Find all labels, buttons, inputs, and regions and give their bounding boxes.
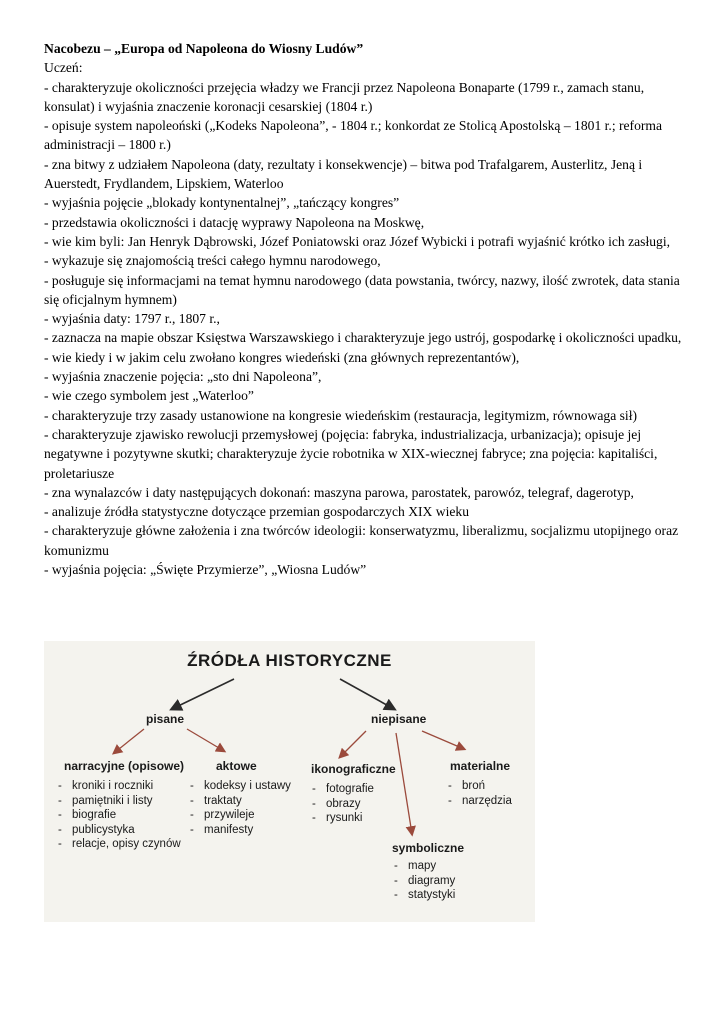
requirement-item: - wyjaśnia pojęcia: „Święte Przymierze”, „Wiosna Ludów” (44, 562, 367, 578)
list-item: - obrazy (312, 797, 374, 812)
diagram-title: ŹRÓDŁA HISTORYCZNE (187, 651, 392, 670)
materialne-list (448, 779, 512, 808)
requirement-item: - posługuje się informacjami na temat hymnu narodowego (data powstania, twórcy, nazwy, ilość zwrotek, data stania się oficjalnym hymnem) (44, 272, 680, 307)
arrow-to-narracyjne (114, 729, 144, 753)
requirement-item: - wie czego symbolem jest „Waterloo” (44, 388, 254, 404)
niepisane-label: niepisane (371, 712, 427, 726)
requirement-item: - przedstawia okoliczności i datację wyprawy Napoleona na Moskwę, (44, 214, 425, 230)
list-item: - narzędzia (448, 794, 512, 809)
requirement-item: - zna bitwy z udziałem Napoleona (daty, rezultaty i konsekwencje) – bitwa pod Trafalgarem, Austerlitz, Jeną i Auerstedt, Frydlandem, Lipskiem, Waterloo (44, 156, 643, 192)
requirement-item: - opisuje system napoleoński („Kodeks Napoleona”, - 1804 r.; konkordat ze Stolicą Apostolską – 1801 r.; reforma administracji – 1800 r.) (44, 118, 663, 153)
arrow-to-aktowe (187, 729, 224, 751)
arrow-to-symboliczne (396, 733, 412, 834)
materialne-heading: materialne (450, 759, 511, 773)
list-item: - diagramy (394, 874, 455, 889)
list-item: - biografie (58, 808, 181, 823)
narracyjne-heading: narracyjne (opisowe) (64, 759, 185, 773)
list-item: - kroniki i roczniki (58, 779, 181, 794)
document-text (44, 39, 694, 579)
aktowe-list (190, 779, 291, 837)
ikonograficzne-list (312, 782, 374, 826)
requirement-item: - charakteryzuje zjawisko rewolucji przemysłowej (pojęcia: fabryka, industrializacja, urbanizacja); opisuje jej negatywne i pozytywne skutki; charakteryzuje życie robotnika w XIX-wiecznej fabryce; zna pojęcia: kapitaliści, proletariusze (44, 426, 658, 481)
pisane-label: pisane (146, 712, 185, 726)
symboliczne-list (394, 859, 455, 903)
requirement-item: - zna wynalazców i daty następujących dokonań: maszyna parowa, parostatek, parowóz, telegraf, dagerotyp, (44, 484, 634, 500)
requirement-item: - analizuje źródła statystyczne dotyczące przemian gospodarczych XIX wieku (44, 504, 469, 520)
requirement-item: - charakteryzuje główne założenia i zna twórców ideologii: konserwatyzmu, liberalizmu, socjalizmu utopijnego oraz komunizmu (44, 523, 679, 558)
symboliczne-heading: symboliczne (392, 841, 465, 855)
requirement-item: - wie kiedy i w jakim celu zwołano kongres wiedeński (zna głównych reprezentantów), (44, 349, 520, 365)
arrow-to-pisane (172, 679, 234, 709)
arrow-to-materialne (422, 731, 464, 749)
list-item: - traktaty (190, 794, 291, 809)
aktowe-heading: aktowe (216, 759, 257, 773)
list-item: - kodeksy i ustawy (190, 779, 291, 794)
requirement-item: - zaznacza na mapie obszar Księstwa Warszawskiego i charakteryzuje jego ustrój, gospodarkę i okoliczności upadku, (44, 330, 682, 346)
narracyjne-list (58, 779, 181, 852)
requirement-item: - charakteryzuje okoliczności przejęcia władzy we Francji przez Napoleona Bonaparte (1799 r., zamach stanu, konsulat) i wyjaśnia znaczenie koronacji cesarskiej (1804 r.) (44, 79, 645, 114)
list-item: - przywileje (190, 808, 291, 823)
requirement-item: - wyjaśnia znaczenie pojęcia: „sto dni Napoleona”, (44, 369, 322, 385)
list-item: - statystyki (394, 888, 455, 903)
arrow-to-niepisane (340, 679, 394, 709)
requirement-item: - charakteryzuje trzy zasady ustanowione na kongresie wiedeńskim (restauracja, legitymizm, równowaga sił) (44, 407, 637, 423)
list-item: - fotografie (312, 782, 374, 797)
requirement-item: - wykazuje się znajomością treści całego hymnu narodowego, (44, 253, 381, 269)
list-item: - pamiętniki i listy (58, 794, 181, 809)
intro-label: Uczeń: (44, 60, 83, 76)
document-title: Nacobezu – „Europa od Napoleona do Wiosny Ludów” (44, 41, 364, 56)
historical-sources-diagram (44, 641, 535, 922)
list-item: - rysunki (312, 811, 374, 826)
list-item: - relacje, opisy czynów (58, 837, 181, 852)
arrow-to-ikonograficzne (340, 731, 366, 757)
requirement-item: - wyjaśnia pojęcie „blokady kontynentalnej”, „tańczący kongres” (44, 195, 400, 211)
ikonograficzne-heading: ikonograficzne (311, 762, 396, 776)
requirement-item: - wie kim byli: Jan Henryk Dąbrowski, Józef Poniatowski oraz Józef Wybicki i potrafi wyjaśnić krótko ich zasługi, (44, 233, 670, 249)
list-item: - mapy (394, 859, 455, 874)
list-item: - broń (448, 779, 512, 794)
list-item: - manifesty (190, 823, 291, 838)
requirement-item: - wyjaśnia daty: 1797 r., 1807 r., (44, 311, 220, 327)
list-item: - publicystyka (58, 823, 181, 838)
